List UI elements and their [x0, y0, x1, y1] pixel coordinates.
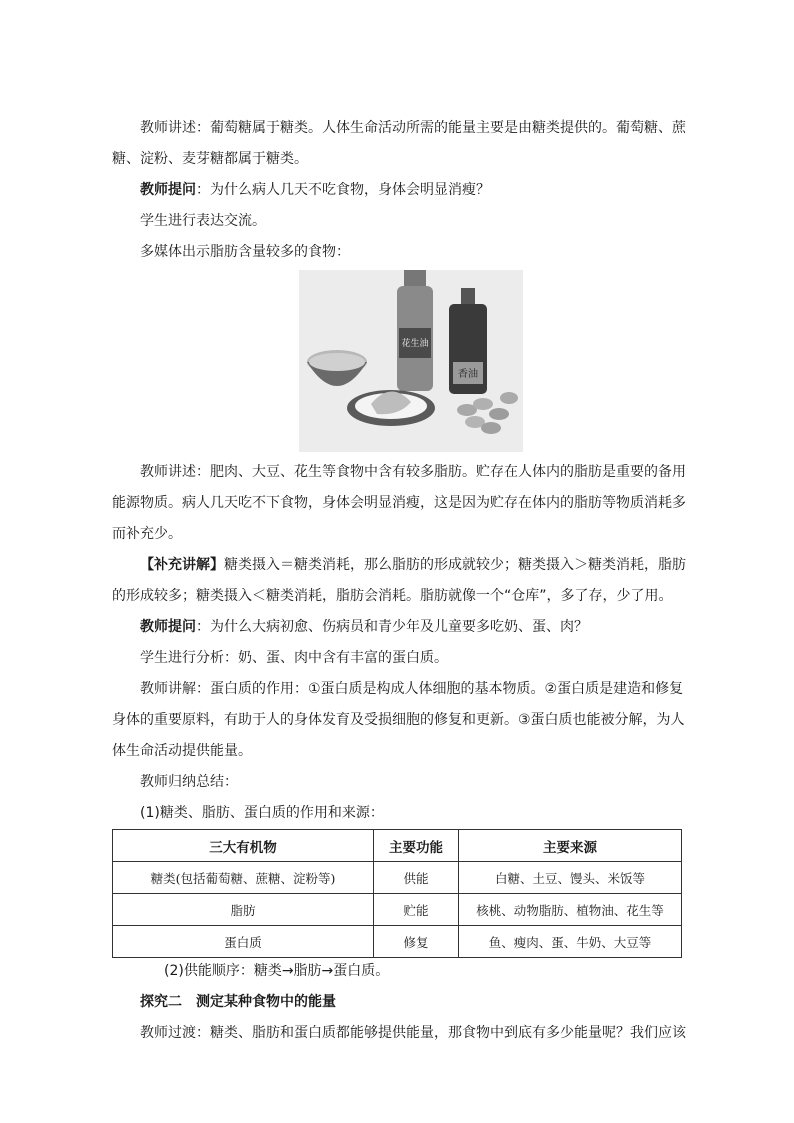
table-cell: 糖类(包括葡萄糖、蔗糖、淀粉等): [113, 862, 374, 894]
table-header: 主要来源: [459, 830, 682, 862]
fat-foods-photo: [299, 270, 523, 452]
paragraph-question-2: 教师提问：为什么大病初愈、伤病员和青少年及儿童要多吃奶、蛋、肉？: [140, 619, 588, 635]
table-cell: 白糖、土豆、馒头、米饭等: [459, 862, 682, 894]
paragraph-transition: 教师过渡：糖类、脂肪和蛋白质都能够提供能量，那食物中到底有多少能量呢？我们应该: [140, 1025, 686, 1041]
table-cell: 修复: [374, 926, 459, 958]
paragraph-table-caption: (1)糖类、脂肪、蛋白质的作用和来源：: [140, 805, 384, 821]
table-cell: 脂肪: [113, 894, 374, 926]
table-cell: 贮能: [374, 894, 459, 926]
table-cell: 供能: [374, 862, 459, 894]
paragraph-fat-explanation: 教师讲述：肥肉、大豆、花生等食物中含有较多脂肪。贮存在人体内的脂肪是重要的备用能源物质。病人几天吃不下食物，身体会明显消瘦，这是因为贮存在体内的脂肪等物质消耗多而补充少。: [112, 464, 686, 542]
paragraph-discussion: 学生进行表达交流。: [140, 213, 266, 229]
paragraph-protein: 教师讲解：蛋白质的作用：①蛋白质是构成人体细胞的基本物质。②蛋白质是建造和修复身体的重要原料，有助于人的身体发育及受损细胞的修复和更新。③蛋白质也能被分解，为人体生命活动提供能量。: [112, 681, 685, 759]
table-cell: 鱼、瘦肉、蛋、牛奶、大豆等: [459, 926, 682, 958]
table-cell: 蛋白质: [113, 926, 374, 958]
table-header-row: [113, 830, 682, 862]
bottle-label-peanut-oil: 花生油: [401, 339, 429, 349]
paragraph-sugar: 教师讲述：葡萄糖属于糖类。人体生命活动所需的能量主要是由糖类提供的。葡萄糖、蔗糖、淀粉、麦芽糖都属于糖类。: [112, 120, 686, 167]
fat-foods-illustration: [299, 270, 523, 452]
table-cell: 核桃、动物脂肪、植物油、花生等: [459, 894, 682, 926]
paragraph-energy-order: (2)供能顺序：糖类→脂肪→蛋白质。: [164, 963, 390, 979]
table-header: 主要功能: [374, 830, 459, 862]
bottle-label-sesame-oil: 香油: [458, 369, 478, 380]
paragraph-analysis: 学生进行分析：奶、蛋、肉中含有丰富的蛋白质。: [140, 650, 448, 666]
paragraph-summary: 教师归纳总结：: [140, 774, 238, 790]
table-header: 三大有机物: [113, 830, 374, 862]
table-row: [113, 894, 682, 926]
nutrient-table: [112, 829, 682, 958]
paragraph-question-1: 教师提问：为什么病人几天不吃食物，身体会明显消瘦？: [140, 182, 490, 198]
paragraph-multimedia: 多媒体出示脂肪含量较多的食物：: [140, 244, 350, 260]
table-row: [113, 926, 682, 958]
table-row: [113, 862, 682, 894]
section-heading-explore-2: 探究二 测定某种食物中的能量: [140, 994, 336, 1010]
paragraph-supplement: 【补充讲解】糖类摄入＝糖类消耗，那么脂肪的形成就较少；糖类摄入＞糖类消耗，脂肪的形成较多；糖类摄入＜糖类消耗，脂肪会消耗。脂肪就像一个“仓库”，多了存，少了用。: [112, 557, 686, 604]
